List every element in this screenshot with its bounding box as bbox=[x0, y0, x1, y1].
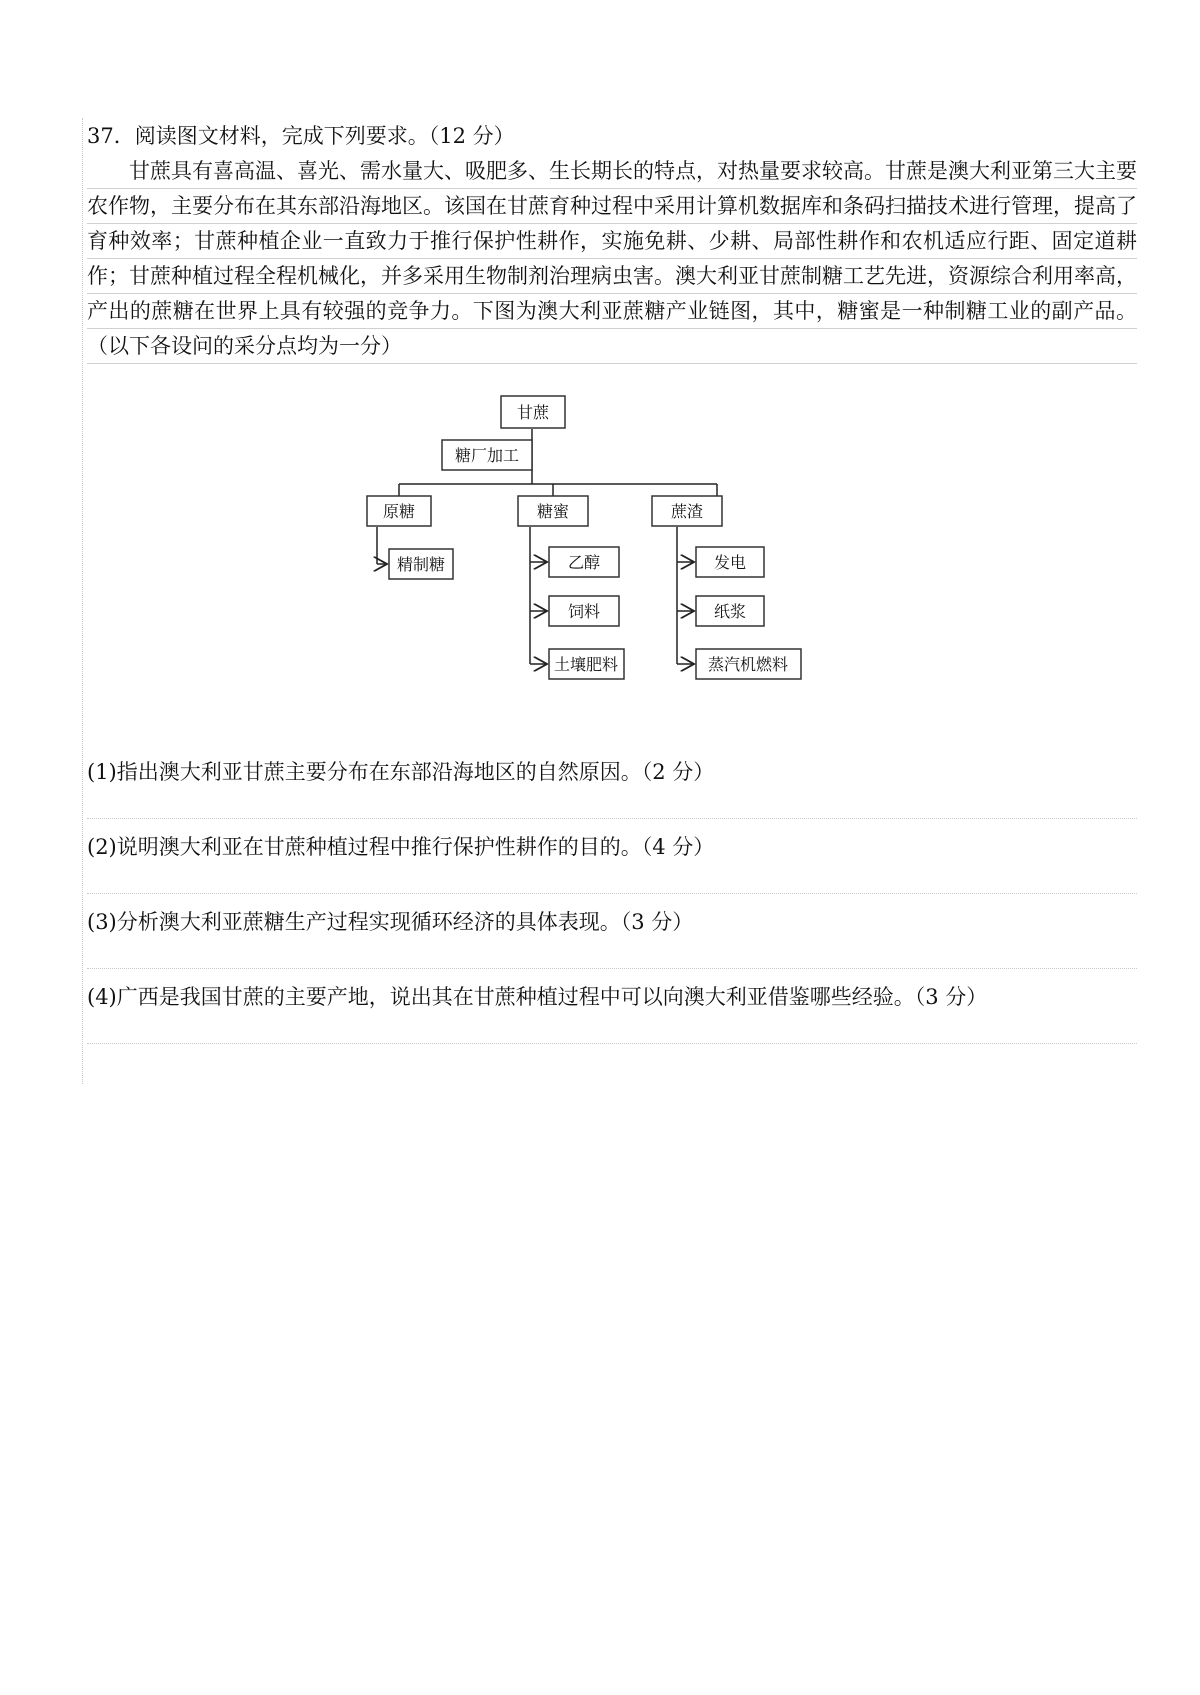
node-leaf-2-3: 土壤肥料 bbox=[553, 655, 619, 674]
node-leaf-3-3: 蒸汽机燃料 bbox=[707, 655, 789, 674]
node-branch-3: 蔗渣 bbox=[670, 502, 704, 521]
node-root: 甘蔗 bbox=[516, 403, 550, 422]
question-title: 37．阅读图文材料，完成下列要求。（12 分） bbox=[87, 124, 515, 148]
question-37 bbox=[82, 118, 1137, 1084]
subquestion-3: (3)分析澳大利亚蔗糖生产过程实现循环经济的具体表现。（3 分） bbox=[87, 894, 1137, 969]
node-leaf-2-2: 饲料 bbox=[567, 602, 601, 621]
node-process: 糖厂加工 bbox=[454, 446, 520, 465]
sugar-industry-chain-diagram bbox=[87, 364, 1137, 744]
industry-chain-svg bbox=[87, 364, 1137, 744]
answer-space bbox=[87, 1044, 1137, 1084]
node-leaf-1-1: 精制糖 bbox=[396, 555, 446, 574]
node-leaf-3-2: 纸浆 bbox=[713, 602, 747, 621]
material-text: 甘蔗具有喜高温、喜光、需水量大、吸肥多、生长期长的特点，对热量要求较高。甘蔗是澳大利亚第三大主要农作物，主要分布在其东部沿海地区。该国在甘蔗育种过程中采用计算机数据库和条码扫描技术进行管理，提高了育种效率；甘蔗种植企业一直致力于推行保护性耕作，实施免耕、少耕、局部性耕作和农机适应行距、固定道耕作；甘蔗种植过程全程机械化，并多采用生物制剂治理病虫害。澳大利亚甘蔗制糖工艺先进，资源综合利用率高，产出的蔗糖在世界上具有较强的竞争力。下图为澳大利亚蔗糖产业链图，其中，糖蜜是一种制糖工业的副产品。（以下各设问的采分点均为一分） bbox=[87, 154, 1137, 364]
subquestion-2: (2)说明澳大利亚在甘蔗种植过程中推行保护性耕作的目的。（4 分） bbox=[87, 819, 1137, 894]
node-branch-1: 原糖 bbox=[382, 502, 416, 521]
node-leaf-3-1: 发电 bbox=[713, 553, 747, 572]
node-leaf-2-1: 乙醇 bbox=[567, 553, 601, 572]
subquestion-4: (4)广西是我国甘蔗的主要产地，说出其在甘蔗种植过程中可以向澳大利亚借鉴哪些经验。（3 分） bbox=[87, 969, 1137, 1044]
subquestion-1: (1)指出澳大利亚甘蔗主要分布在东部沿海地区的自然原因。（2 分） bbox=[87, 744, 1137, 819]
node-branch-2: 糖蜜 bbox=[536, 502, 570, 521]
